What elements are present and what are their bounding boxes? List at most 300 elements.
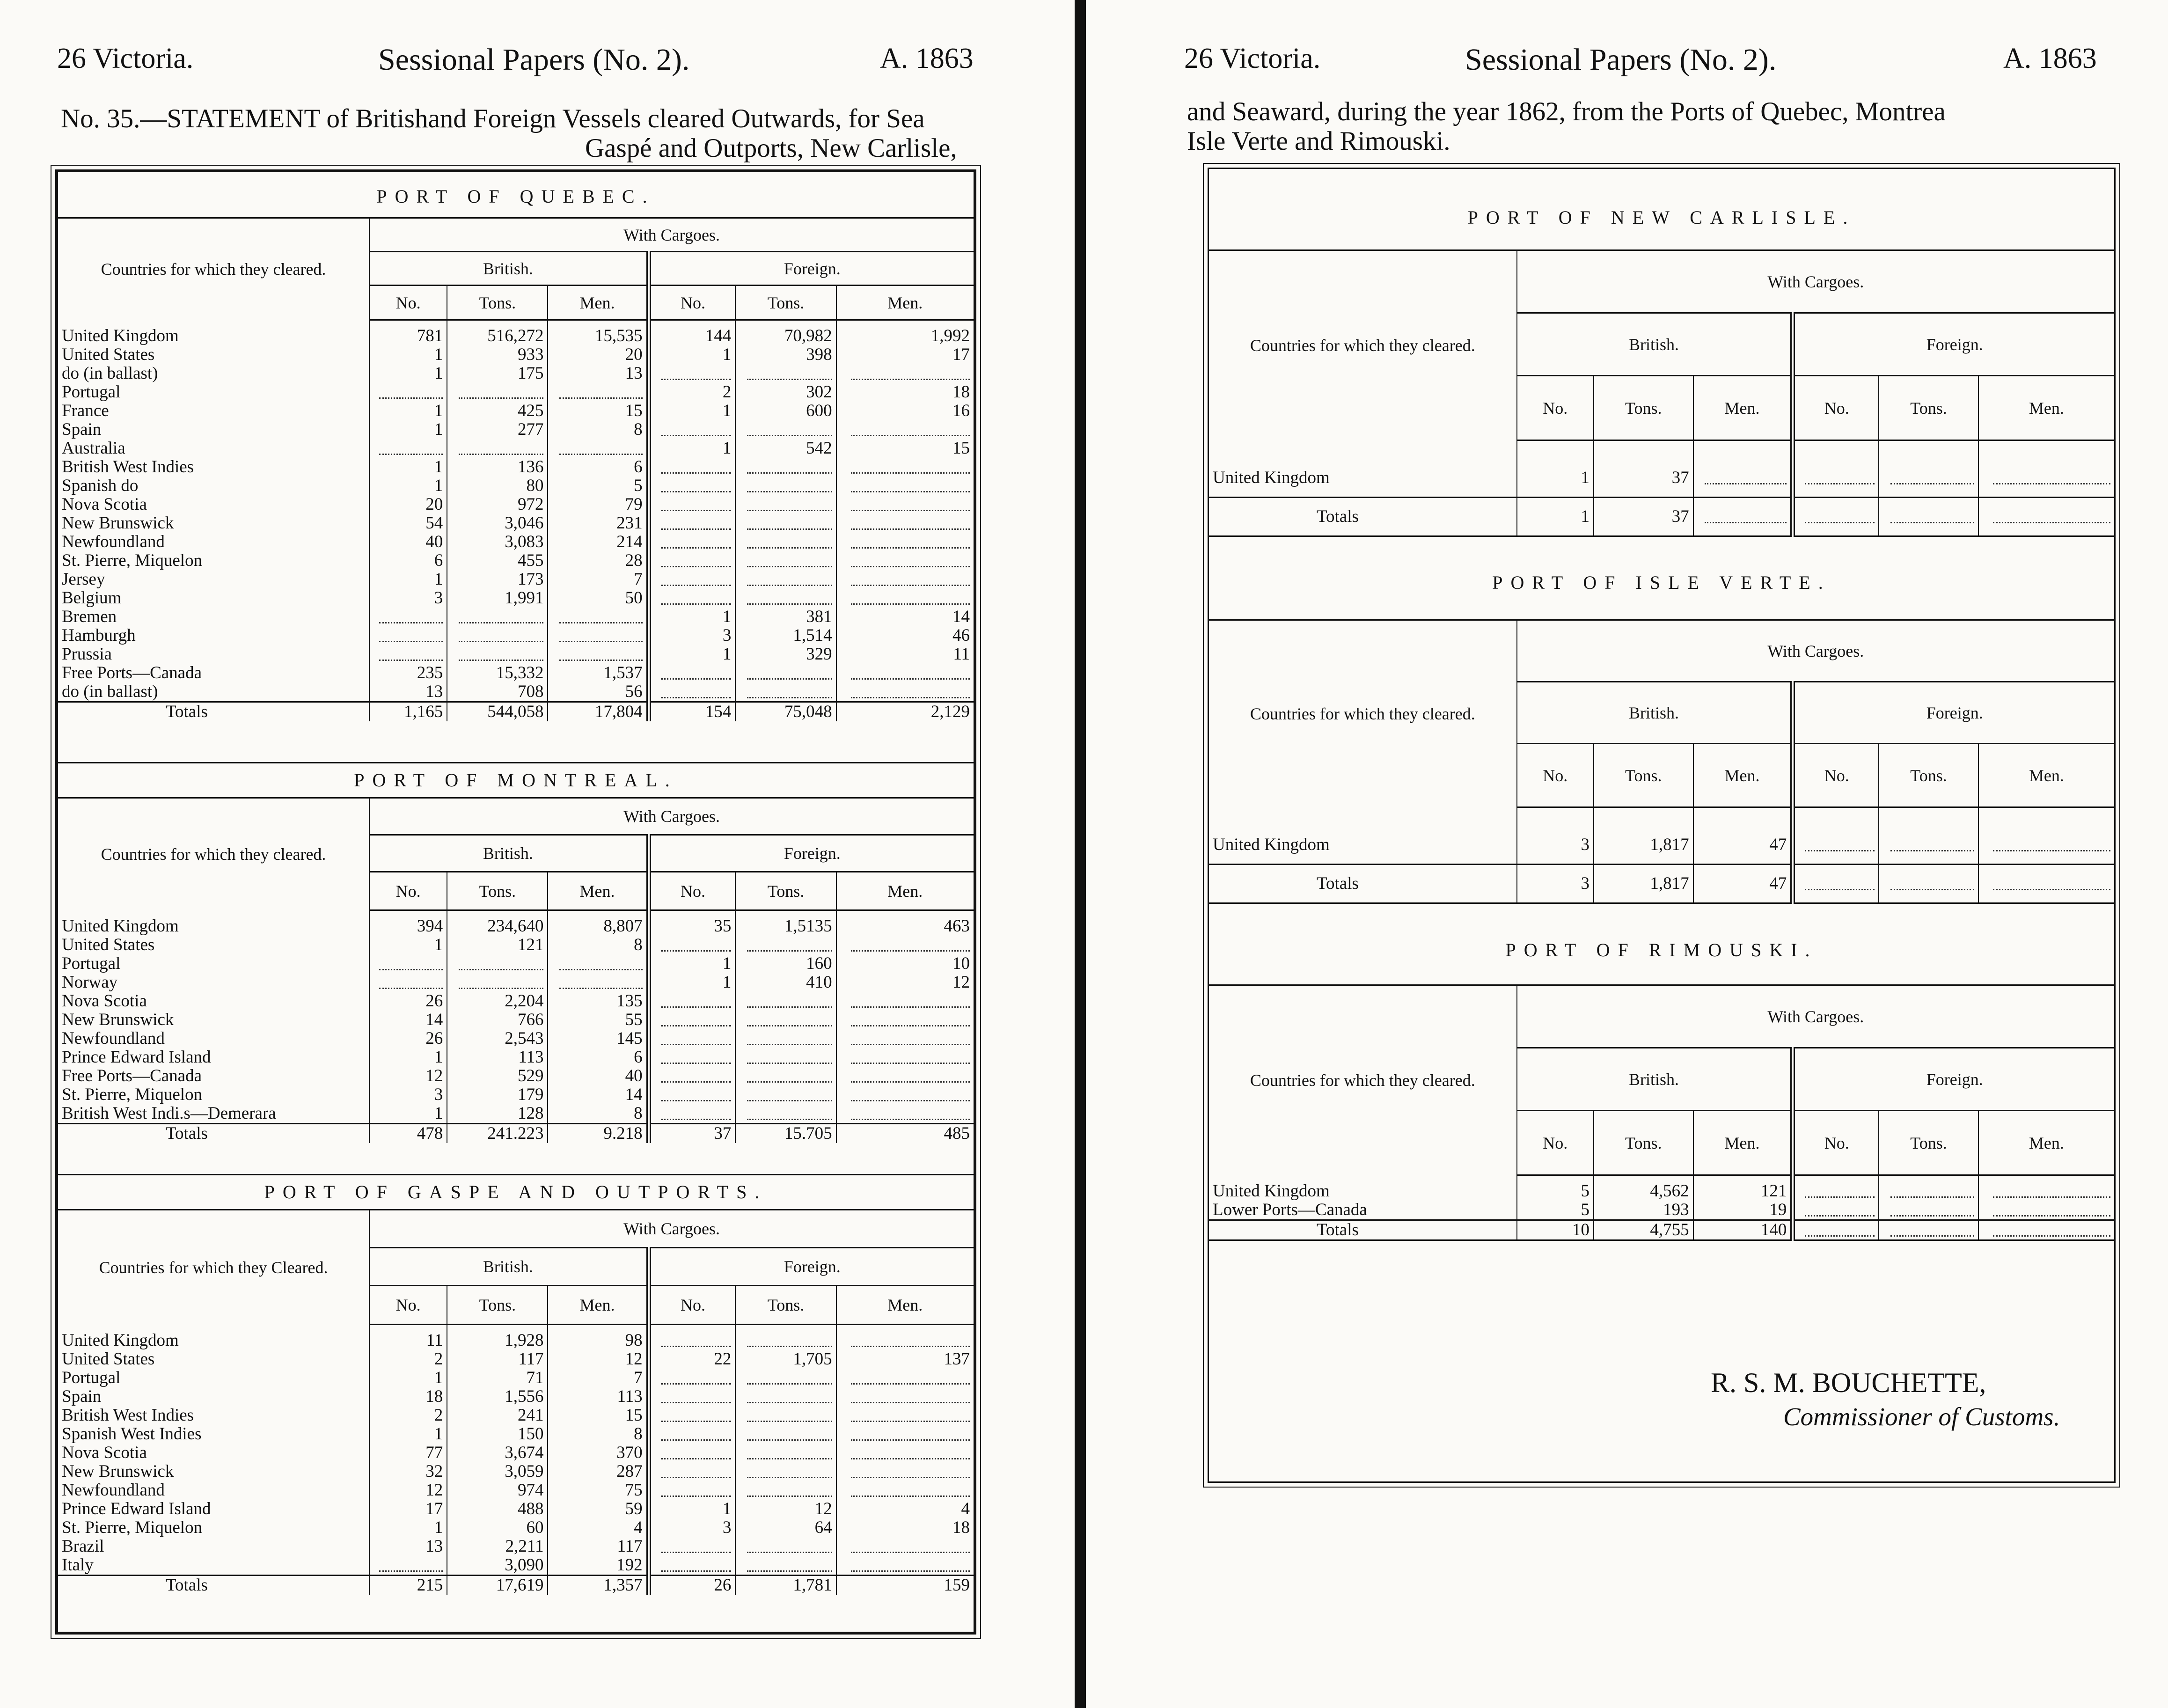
british-no-cell: 1 (369, 1048, 447, 1067)
british-men-cell: 4 (548, 1518, 648, 1537)
table-row (58, 383, 974, 402)
foreign-men-cell: 4 (836, 1500, 974, 1518)
british-no-cell: 3 (369, 1085, 447, 1104)
dot-leader (747, 1467, 832, 1478)
foreign-no-cell: 35 (649, 917, 736, 936)
foreign-tons-cell: 64 (735, 1518, 836, 1537)
british-no-cell: 1,165 (369, 702, 447, 721)
british-tons-cell: 425 (447, 402, 548, 420)
foreign-tons-cell (735, 1425, 836, 1444)
table-row (58, 682, 974, 702)
foreign-men-cell (836, 476, 974, 495)
dot-leader (661, 1016, 732, 1026)
british-no-cell: 77 (369, 1444, 447, 1462)
dot-leader (661, 669, 732, 680)
british-no-cell: 1 (369, 420, 447, 439)
port-new-carlisle-section (1209, 169, 2114, 543)
dot-leader (1993, 841, 2110, 851)
foreign-no-cell: 26 (649, 1575, 736, 1595)
foreign-header: Foreign. (1793, 1048, 2114, 1111)
foreign-no-cell (649, 1387, 736, 1406)
foreign-no-cell (1793, 1220, 1879, 1240)
dot-leader (851, 1072, 970, 1083)
country-cell: Totals (1209, 1220, 1517, 1240)
with-cargoes-header: With Cargoes. (369, 798, 974, 835)
british-no-cell: 1 (369, 345, 447, 364)
british-header: British. (1517, 1048, 1793, 1111)
british-tons-cell: 544,058 (447, 702, 548, 721)
foreign-tons-cell (735, 664, 836, 682)
totals-row (1209, 497, 2114, 536)
british-no-cell: 12 (369, 1481, 447, 1500)
british-men-cell: 192 (548, 1556, 648, 1576)
foreign-tons-cell (735, 476, 836, 495)
dot-leader (747, 1449, 832, 1459)
british-tons-cell: 3,059 (447, 1462, 548, 1481)
country-cell: Totals (1209, 497, 1517, 536)
foreign-no-cell (1793, 1201, 1879, 1220)
port-quebec-section (58, 172, 974, 767)
table-row (58, 1067, 974, 1085)
with-cargoes-header: With Cargoes. (369, 1210, 974, 1248)
country-cell: St. Pierre, Miquelon (62, 1085, 203, 1104)
dot-leader (747, 1109, 832, 1120)
foreign-men-cell (836, 1462, 974, 1481)
british-no-cell (369, 383, 447, 402)
british-no-cell: 1 (369, 570, 447, 589)
british-tons-cell: 136 (447, 458, 548, 476)
foreign-men-cell (1978, 864, 2114, 903)
foreign-no-cell (649, 1085, 736, 1104)
country-cell: New Brunswick (62, 1462, 174, 1481)
dot-leader (661, 575, 732, 586)
british-men-cell (548, 439, 648, 458)
country-cell: British West Indies (62, 1406, 194, 1425)
british-men-cell: 117 (548, 1537, 648, 1556)
british-no-cell: 13 (369, 682, 447, 702)
intro-line-3: and Seaward, during the year 1862, from the Ports of Quebec, Montrea (1187, 97, 1946, 126)
port-rimouski-table (1209, 984, 2114, 1241)
foreign-tons-cell: 1,514 (735, 626, 836, 645)
british-men-cell: 98 (548, 1331, 648, 1350)
british-tons-cell: 117 (447, 1350, 548, 1369)
dot-leader (661, 538, 732, 549)
table-row (58, 936, 974, 954)
dot-leader (559, 388, 643, 399)
foreign-tons-cell (735, 514, 836, 533)
british-no-cell (369, 954, 447, 973)
british-no-cell: 235 (369, 664, 447, 682)
british-men-cell (1693, 459, 1793, 498)
british-tons-cell: 488 (447, 1500, 548, 1518)
country-cell: Hamburgh (62, 626, 136, 645)
country-cell: United Kingdom (62, 326, 179, 345)
country-cell: Jersey (62, 570, 105, 589)
countries-header: Countries for which they cleared. (1209, 985, 1517, 1175)
british-tons-cell: 193 (1594, 1201, 1693, 1220)
table-row (58, 1500, 974, 1518)
foreign-men-cell: 137 (836, 1350, 974, 1369)
british-tons-cell (447, 973, 548, 992)
foreign-men-cell: 14 (836, 608, 974, 626)
table-row (1209, 1182, 2114, 1201)
foreign-tons-cell (735, 1406, 836, 1425)
foreign-men-cell: 1,992 (836, 327, 974, 345)
dot-leader (747, 1034, 832, 1045)
country-cell: Totals (58, 702, 369, 721)
foreign-no-cell (649, 1425, 736, 1444)
country-cell: St. Pierre, Miquelon (62, 551, 203, 570)
british-no-cell: 54 (369, 514, 447, 533)
foreign-tons-cell (735, 1444, 836, 1462)
dot-leader (851, 688, 970, 698)
british-men-cell: 40 (548, 1067, 648, 1085)
foreign-men-cell (836, 1048, 974, 1067)
british-no-cell: 11 (369, 1331, 447, 1350)
dot-leader (559, 631, 643, 642)
foreign-no-cell (1793, 864, 1879, 903)
foreign-men-header: Men. (836, 872, 974, 910)
british-no-header: No. (1517, 744, 1594, 807)
foreign-no-cell (649, 420, 736, 439)
dot-leader (1890, 513, 1974, 523)
dot-leader (1993, 513, 2110, 523)
dot-leader (747, 941, 832, 952)
foreign-men-cell (1978, 1201, 2114, 1220)
british-men-cell: 15 (548, 1406, 648, 1425)
british-tons-cell: 2,211 (447, 1537, 548, 1556)
british-tons-cell: 37 (1594, 497, 1693, 536)
british-tons-cell: 2,204 (447, 992, 548, 1011)
foreign-men-cell (836, 364, 974, 383)
british-no-cell: 5 (1517, 1201, 1594, 1220)
foreign-tons-header: Tons. (1879, 376, 1978, 440)
british-tons-cell: 15,332 (447, 664, 548, 682)
foreign-men-cell (836, 664, 974, 682)
totals-row (1209, 1220, 2114, 1240)
foreign-no-header: No. (1793, 744, 1879, 807)
foreign-no-cell (649, 551, 736, 570)
foreign-no-cell: 1 (649, 402, 736, 420)
foreign-no-cell (649, 1556, 736, 1576)
british-tons-cell: 972 (447, 495, 548, 514)
foreign-tons-header: Tons. (735, 1286, 836, 1325)
dot-leader (459, 613, 543, 623)
foreign-tons-cell (735, 1331, 836, 1350)
foreign-tons-cell (735, 570, 836, 589)
dot-leader (559, 444, 643, 455)
dot-leader (747, 1393, 832, 1403)
dot-leader (851, 463, 970, 474)
british-tons-header: Tons. (1594, 1111, 1693, 1175)
foreign-tons-header: Tons. (1879, 744, 1978, 807)
british-tons-cell (447, 954, 548, 973)
port-gaspe-table (58, 1209, 974, 1595)
foreign-no-cell (649, 1331, 736, 1350)
with-cargoes-header: With Cargoes. (1517, 620, 2114, 682)
british-men-cell: 13 (548, 364, 648, 383)
foreign-men-cell (836, 1029, 974, 1048)
dot-leader (747, 463, 832, 474)
table-row (58, 1518, 974, 1537)
british-header: British. (369, 835, 649, 872)
british-tons-cell: 150 (447, 1425, 548, 1444)
british-tons-cell: 516,272 (447, 327, 548, 345)
british-no-cell: 26 (369, 1029, 447, 1048)
foreign-men-cell (1978, 497, 2114, 536)
foreign-men-cell (836, 1537, 974, 1556)
country-cell: Free Ports—Canada (62, 663, 202, 682)
british-tons-cell: 933 (447, 345, 548, 364)
dot-leader (851, 425, 970, 436)
foreign-tons-cell: 75,048 (735, 702, 836, 721)
intro-line-4: Isle Verte and Rimouski. (1187, 126, 1450, 156)
foreign-men-cell (1978, 1182, 2114, 1201)
foreign-tons-cell (735, 458, 836, 476)
foreign-no-cell: 37 (649, 1123, 736, 1143)
foreign-no-cell (649, 1104, 736, 1124)
foreign-men-cell: 463 (836, 917, 974, 936)
table-row (58, 1331, 974, 1350)
british-men-cell: 5 (548, 476, 648, 495)
dot-leader (747, 482, 832, 492)
british-tons-cell: 1,991 (447, 589, 548, 608)
right-statement-table (1208, 168, 2116, 1483)
foreign-no-cell (649, 1481, 736, 1500)
british-men-cell: 50 (548, 589, 648, 608)
countries-header: Countries for which they cleared. (1209, 250, 1517, 440)
country-cell: Prince Edward Island (62, 1048, 211, 1067)
foreign-no-cell (649, 495, 736, 514)
british-men-cell: 8 (548, 1425, 648, 1444)
country-cell: France (62, 401, 109, 420)
british-no-cell (369, 645, 447, 664)
right-year: A. 1863 (2003, 43, 2097, 74)
dot-leader (747, 575, 832, 586)
country-cell: Spain (62, 1387, 102, 1406)
british-no-cell (369, 608, 447, 626)
dot-leader (747, 1542, 832, 1553)
british-men-cell: 231 (548, 514, 648, 533)
country-cell: British West Indies (62, 457, 194, 476)
dot-leader (851, 557, 970, 567)
dot-leader (459, 444, 543, 455)
foreign-men-cell (836, 1085, 974, 1104)
dot-leader (747, 1336, 832, 1347)
foreign-men-cell (836, 992, 974, 1011)
foreign-tons-header: Tons. (1879, 1111, 1978, 1175)
signature-title: Commissioner of Customs. (1783, 1402, 2060, 1431)
table-row (58, 608, 974, 626)
dot-leader (851, 1091, 970, 1101)
country-cell: Portugal (62, 1368, 121, 1387)
foreign-tons-header: Tons. (735, 872, 836, 910)
country-cell: Bremen (62, 607, 117, 626)
foreign-men-header: Men. (1978, 744, 2114, 807)
british-tons-cell: 179 (447, 1085, 548, 1104)
foreign-men-cell: 18 (836, 1518, 974, 1537)
countries-header: Countries for which they cleared. (58, 798, 369, 910)
foreign-tons-cell (1879, 864, 1978, 903)
country-cell: Nova Scotia (62, 1443, 147, 1462)
foreign-tons-header: Tons. (735, 286, 836, 320)
dot-leader (851, 1374, 970, 1385)
british-men-cell: 15 (548, 402, 648, 420)
foreign-no-cell: 1 (649, 645, 736, 664)
british-men-cell: 17,804 (548, 702, 648, 721)
british-header: British. (1517, 682, 1793, 744)
british-men-header: Men. (1693, 1111, 1793, 1175)
dot-leader (661, 1109, 732, 1120)
british-men-cell: 1,357 (548, 1575, 648, 1595)
foreign-tons-cell: 1,705 (735, 1350, 836, 1369)
british-men-cell: 15,535 (548, 327, 648, 345)
dot-leader (661, 1034, 732, 1045)
british-header: British. (1517, 313, 1793, 376)
british-tons-cell: 175 (447, 364, 548, 383)
british-no-cell (369, 1556, 447, 1576)
british-no-cell: 3 (1517, 826, 1594, 865)
country-cell: Belgium (62, 588, 122, 608)
totals-row (1209, 864, 2114, 903)
table-row (58, 439, 974, 458)
foreign-no-header: No. (649, 872, 736, 910)
british-no-cell: 32 (369, 1462, 447, 1481)
british-tons-cell: 1,928 (447, 1331, 548, 1350)
foreign-tons-cell (735, 1369, 836, 1387)
dot-leader (851, 669, 970, 680)
foreign-men-cell: 16 (836, 402, 974, 420)
foreign-no-cell (649, 1029, 736, 1048)
dot-leader (747, 1091, 832, 1101)
dot-leader (747, 1430, 832, 1441)
foreign-tons-cell: 12 (735, 1500, 836, 1518)
british-tons-cell (447, 626, 548, 645)
foreign-men-cell (836, 533, 974, 551)
dot-leader (1805, 880, 1875, 890)
british-tons-cell: 3,046 (447, 514, 548, 533)
british-header: British. (369, 252, 649, 286)
dot-leader (851, 500, 970, 511)
foreign-tons-cell (735, 1481, 836, 1500)
foreign-tons-cell (735, 682, 836, 702)
foreign-no-header: No. (649, 1286, 736, 1325)
right-session: 26 Victoria. (1184, 43, 1321, 74)
british-men-cell (1693, 497, 1793, 536)
british-tons-cell: 766 (447, 1011, 548, 1029)
foreign-no-cell (1793, 497, 1879, 536)
foreign-tons-cell (735, 420, 836, 439)
foreign-men-cell (836, 1444, 974, 1462)
country-cell: Totals (58, 1575, 369, 1595)
british-no-cell: 215 (369, 1575, 447, 1595)
foreign-men-cell (1978, 1220, 2114, 1240)
country-cell: British West Indi.s—Demerara (62, 1104, 276, 1123)
dot-leader (747, 1561, 832, 1572)
foreign-men-cell (1978, 826, 2114, 865)
foreign-no-cell: 1 (649, 1500, 736, 1518)
totals-row (58, 1575, 974, 1595)
foreign-no-cell (1793, 1182, 1879, 1201)
foreign-tons-cell (1879, 1220, 1978, 1240)
country-cell: Italy (62, 1555, 94, 1575)
foreign-men-cell (836, 1406, 974, 1425)
port-gaspe-title: PORT OF GASPE AND OUTPORTS. (264, 1181, 768, 1202)
british-no-cell: 5 (1517, 1182, 1594, 1201)
foreign-no-cell: 1 (649, 973, 736, 992)
foreign-men-cell: 18 (836, 383, 974, 402)
british-tons-cell: 4,755 (1594, 1220, 1693, 1240)
foreign-no-cell (1793, 459, 1879, 498)
foreign-no-cell (649, 514, 736, 533)
foreign-tons-cell: 70,982 (735, 327, 836, 345)
dot-leader (1805, 1206, 1875, 1217)
dot-leader (1993, 1226, 2110, 1237)
british-men-cell: 8 (548, 936, 648, 954)
foreign-no-cell (1793, 826, 1879, 865)
british-tons-cell: 455 (447, 551, 548, 570)
british-men-cell: 56 (548, 682, 648, 702)
book-spine (1075, 0, 1086, 1708)
country-cell: St. Pierre, Miquelon (62, 1518, 203, 1537)
left-statement-table (55, 169, 976, 1635)
british-no-cell: 3 (1517, 864, 1594, 903)
dot-leader (1890, 1206, 1974, 1217)
country-cell: United States (62, 935, 155, 954)
table-row (58, 1556, 974, 1576)
foreign-tons-cell (735, 1067, 836, 1085)
british-men-cell: 28 (548, 551, 648, 570)
british-men-cell: 135 (548, 992, 648, 1011)
british-no-header: No. (369, 872, 447, 910)
british-no-cell: 1 (369, 476, 447, 495)
dot-leader (851, 941, 970, 952)
foreign-no-cell (649, 476, 736, 495)
country-cell: Norway (62, 973, 118, 992)
country-cell: Lower Ports—Canada (1213, 1200, 1367, 1219)
british-no-cell: 1 (1517, 459, 1594, 498)
country-cell: United Kingdom (62, 916, 179, 936)
foreign-men-cell (836, 1387, 974, 1406)
dot-leader (661, 1542, 732, 1553)
dot-leader (851, 482, 970, 492)
british-no-cell: 18 (369, 1387, 447, 1406)
dot-leader (661, 941, 732, 952)
foreign-tons-cell: 1,781 (735, 1575, 836, 1595)
british-men-cell: 1,537 (548, 664, 648, 682)
dot-leader (851, 1336, 970, 1347)
foreign-no-cell: 22 (649, 1350, 736, 1369)
country-cell: United Kingdom (1213, 835, 1330, 854)
british-tons-header: Tons. (447, 286, 548, 320)
foreign-tons-cell (735, 1085, 836, 1104)
british-men-cell: 47 (1693, 864, 1793, 903)
table-row (58, 1029, 974, 1048)
british-tons-cell: 2,543 (447, 1029, 548, 1048)
foreign-men-cell (836, 551, 974, 570)
british-no-cell: 1 (369, 1369, 447, 1387)
foreign-no-cell (649, 664, 736, 682)
dot-leader (851, 1561, 970, 1572)
dot-leader (661, 1393, 732, 1403)
british-men-cell (548, 383, 648, 402)
dot-leader (661, 1072, 732, 1083)
british-men-cell (548, 626, 648, 645)
country-cell: United Kingdom (1213, 1181, 1330, 1201)
foreign-no-header: No. (1793, 1111, 1879, 1175)
foreign-header: Foreign. (649, 835, 974, 872)
foreign-no-header: No. (1793, 376, 1879, 440)
